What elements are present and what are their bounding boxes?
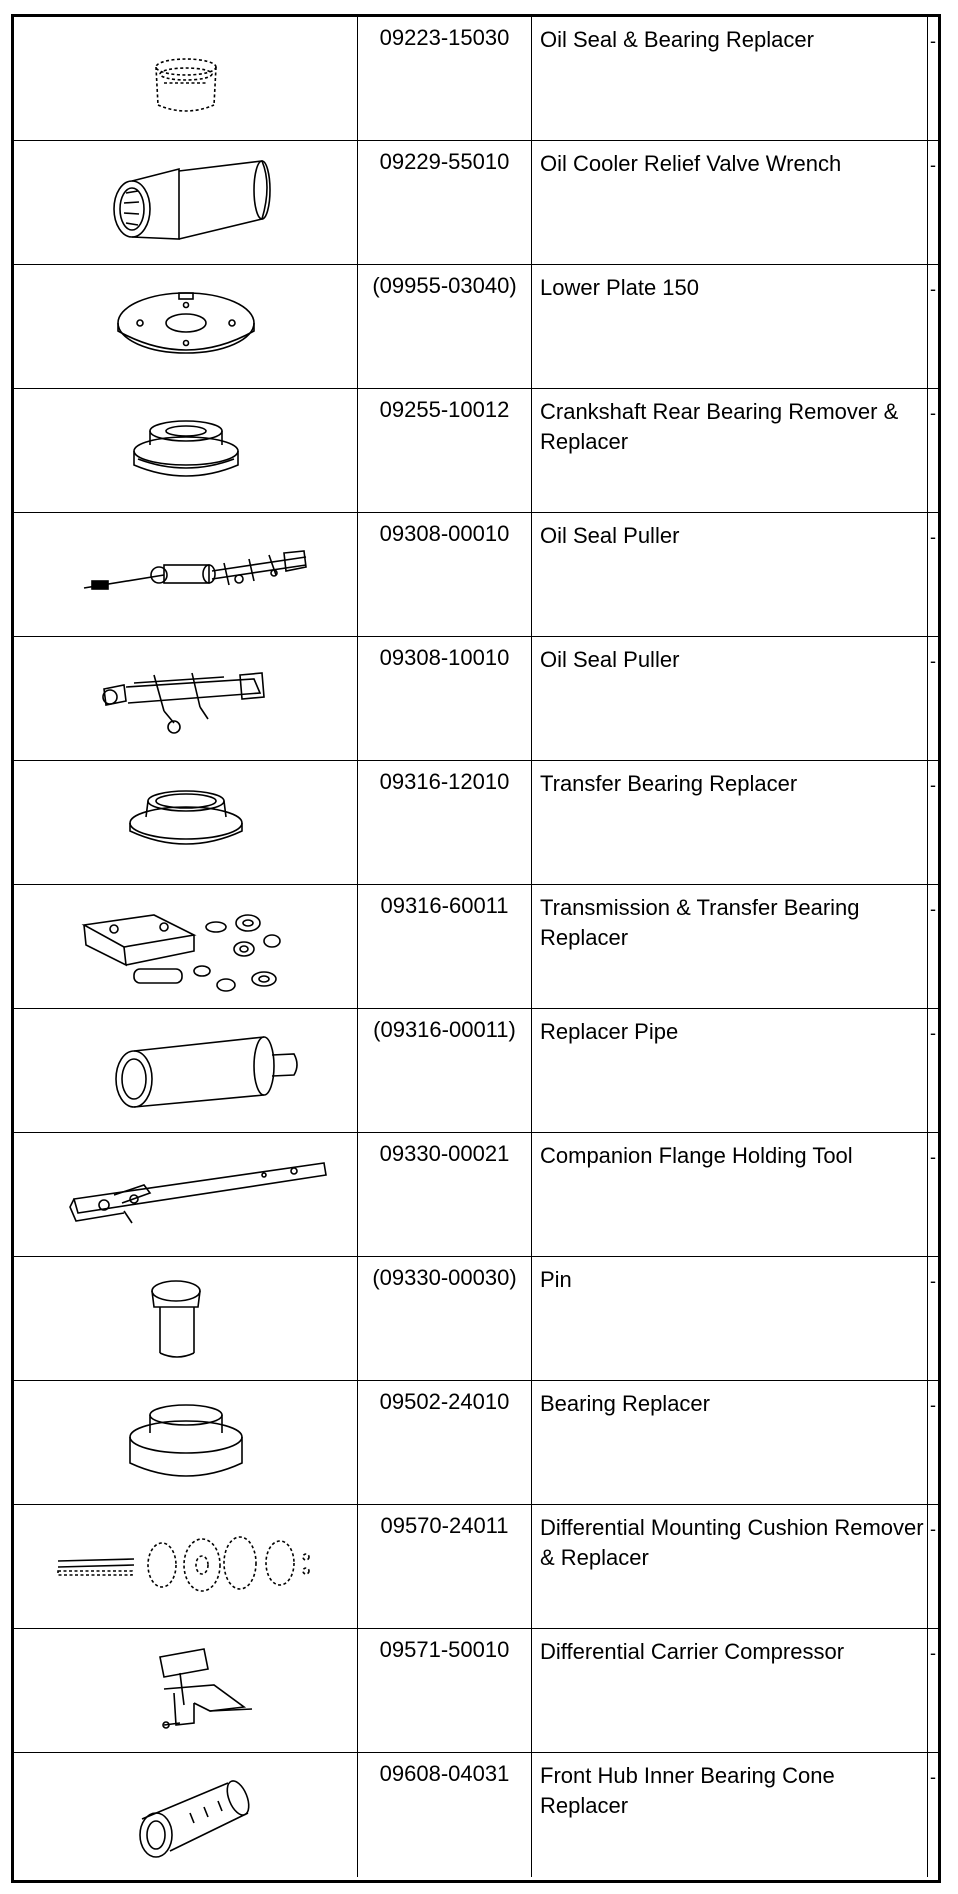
part-name: Lower Plate 150 [532, 265, 928, 388]
part-number: (09316-00011) [358, 1009, 532, 1132]
part-number: 09608-04031 [358, 1753, 532, 1877]
part-number: 09316-12010 [358, 761, 532, 884]
tool-illustration [14, 1133, 358, 1256]
part-number: 09223-15030 [358, 17, 532, 140]
holding-bar-icon [14, 1133, 358, 1256]
part-number: 09330-00021 [358, 1133, 532, 1256]
flat-plate-icon [14, 265, 358, 388]
stepped-block-icon [14, 1381, 358, 1504]
tool-illustration [14, 1753, 358, 1877]
table-row [14, 1257, 938, 1381]
part-number: (09955-03040) [358, 265, 532, 388]
part-name: Oil Seal & Bearing Replacer [532, 17, 928, 140]
part-number: 09308-00010 [358, 513, 532, 636]
table-row [14, 389, 938, 513]
tool-illustration [14, 513, 358, 636]
tool-illustration [14, 637, 358, 760]
tool-illustration [14, 1381, 358, 1504]
tool-illustration [14, 389, 358, 512]
table-row [14, 885, 938, 1009]
note-cell: - [930, 899, 936, 919]
note-cell: - [930, 1395, 936, 1415]
part-name: Differential Mounting Cushion Remover & Replacer [532, 1505, 928, 1628]
part-number: 09308-10010 [358, 637, 532, 760]
part-number: 09502-24010 [358, 1381, 532, 1504]
table-row [14, 513, 938, 637]
part-name: Companion Flange Holding Tool [532, 1133, 928, 1256]
part-number: 09229-55010 [358, 141, 532, 264]
socket-wrench-icon [14, 141, 358, 264]
note-cell: - [930, 775, 936, 795]
pin-icon [14, 1257, 358, 1380]
tool-illustration [14, 1257, 358, 1380]
pipe-icon [14, 1009, 358, 1132]
note-cell: - [930, 155, 936, 175]
note-cell: - [930, 651, 936, 671]
tool-illustration [14, 141, 358, 264]
clamp-icon [14, 1629, 358, 1752]
table-row [14, 265, 938, 389]
cushion-set-icon [14, 1505, 358, 1628]
note-cell: - [930, 1519, 936, 1539]
bearing-remover-icon [14, 389, 358, 512]
part-name: Front Hub Inner Bearing Cone Replacer [532, 1753, 928, 1877]
table-row [14, 1381, 938, 1505]
note-cell: - [930, 1023, 936, 1043]
part-number: 09570-24011 [358, 1505, 532, 1628]
part-name: Oil Seal Puller [532, 637, 928, 760]
part-name: Transfer Bearing Replacer [532, 761, 928, 884]
note-cell: - [930, 279, 936, 299]
tool-illustration [14, 265, 358, 388]
note-cell: - [930, 1643, 936, 1663]
tool-illustration [14, 761, 358, 884]
part-name: Bearing Replacer [532, 1381, 928, 1504]
part-number: 09255-10012 [358, 389, 532, 512]
tool-illustration [14, 1009, 358, 1132]
table-row [14, 1753, 938, 1877]
note-cell: - [930, 1767, 936, 1787]
table-row [14, 637, 938, 761]
part-name: Differential Carrier Compressor [532, 1629, 928, 1752]
part-number: 09316-60011 [358, 885, 532, 1008]
note-cell: - [930, 31, 936, 51]
tool-illustration [14, 885, 358, 1008]
jaw-puller-icon [14, 637, 358, 760]
tool-illustration [14, 1505, 358, 1628]
part-name: Crankshaft Rear Bearing Remover & Replacer [532, 389, 928, 512]
table-row [14, 141, 938, 265]
replacer-set-icon [14, 885, 358, 1008]
hub-sleeve-icon [14, 1753, 358, 1876]
table-row [14, 1629, 938, 1753]
part-name: Oil Cooler Relief Valve Wrench [532, 141, 928, 264]
note-cell: - [930, 1147, 936, 1167]
special-tools-table [11, 14, 941, 1883]
part-number: (09330-00030) [358, 1257, 532, 1380]
part-name: Transmission & Transfer Bearing Replacer [532, 885, 928, 1008]
note-cell: - [930, 527, 936, 547]
part-number: 09571-50010 [358, 1629, 532, 1752]
flanged-ring-icon [14, 761, 358, 884]
note-cell: - [930, 403, 936, 423]
table-row [14, 761, 938, 885]
part-name: Replacer Pipe [532, 1009, 928, 1132]
table-row [14, 1133, 938, 1257]
table-row [14, 1009, 938, 1133]
part-name: Oil Seal Puller [532, 513, 928, 636]
tool-illustration [14, 17, 358, 140]
slide-puller-icon [14, 513, 358, 636]
note-cell: - [930, 1271, 936, 1291]
part-name: Pin [532, 1257, 928, 1380]
table-row [14, 1505, 938, 1629]
table-row [14, 17, 938, 141]
cup-replacer-icon [14, 17, 358, 140]
tool-illustration [14, 1629, 358, 1752]
